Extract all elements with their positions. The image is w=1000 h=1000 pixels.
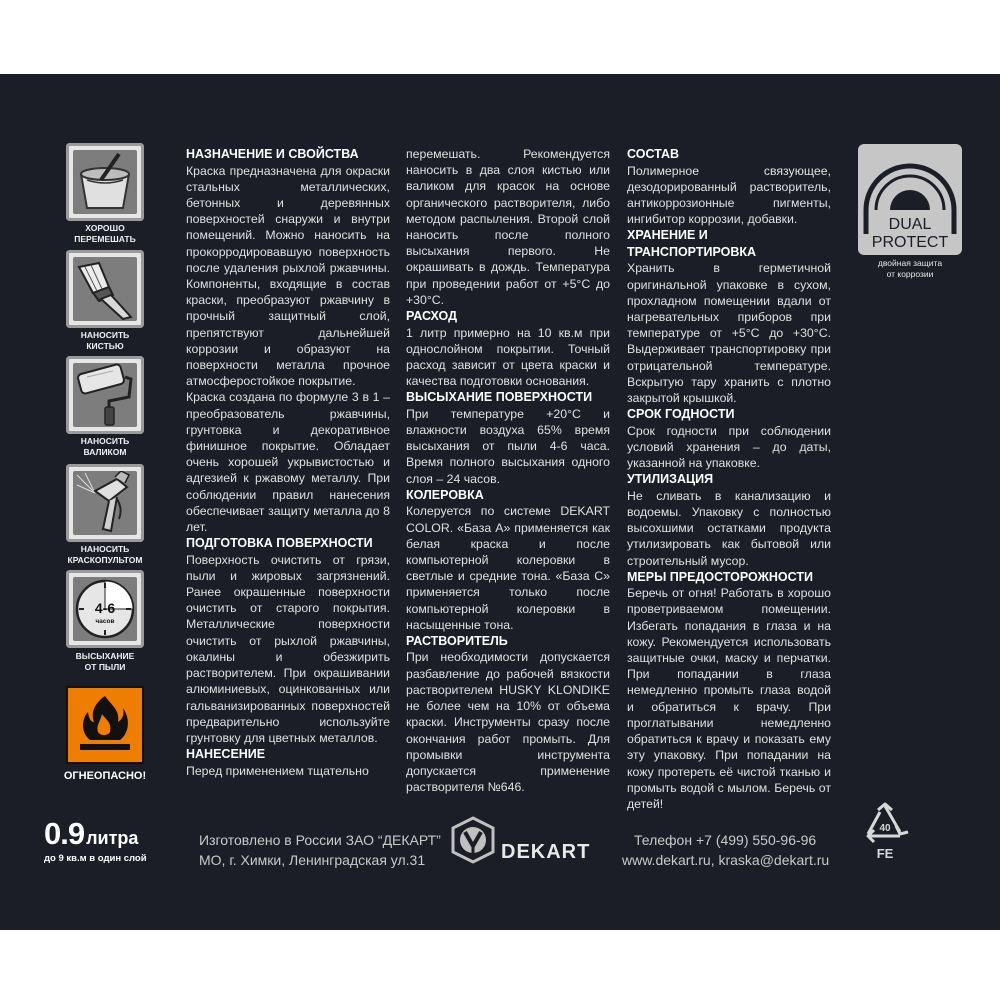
section-heading: НАНЕСЕНИЕ <box>186 747 266 762</box>
section-text: Срок годности при соблюдении условий хранения – до даты, указанной на упаковке. <box>627 423 831 471</box>
section-heading: РАСТВОРИТЕЛЬ <box>406 633 508 648</box>
dekart-logo-icon <box>449 816 497 864</box>
text-column-3 <box>627 146 831 812</box>
section-heading: МЕРЫ ПРЕДОСТОРОЖНОСТИ <box>627 569 813 584</box>
dual-protect-badge <box>858 144 962 255</box>
section-text: перемешать. Рекомендуется наносить в два слоя кистью или валиком для красок на основе органического растворителя, либо методом распыления. Второй слой наносить после полного высыхания первого. Не окрашивать в дождь. Температура при проведении работ от +5°С до +30°С. <box>406 147 610 307</box>
section-text: Краска создана по формуле 3 в 1 – преобразователь ржавчины, грунтовка и декоративное финишное покрытие. Обладает очень хорошей укрывистостью и адгезией к ржавому металлу. При соблюдении правил нанесения обеспечивает защиту металла до 8 лет. <box>186 390 390 534</box>
website: www.dekart.ru, kraska@dekart.ru <box>622 852 830 868</box>
section-text: При необходимости допускается разбавление до рабочей вязкости растворителем HUSKY KLONDIKE не более чем на 10% от объема краски. Инструменты сразу после окончания работ промыть. Для промывки инструмента допускается применение растворителя №646. <box>406 650 610 795</box>
recycle-icon <box>856 802 914 864</box>
recycle-code: FE <box>876 846 894 861</box>
section-heading: РАСХОД <box>406 309 457 324</box>
brush-icon <box>66 250 144 328</box>
brand-name: DEKART <box>501 841 591 863</box>
section-heading: ХРАНЕНИЕ И ТРАНСПОРТИРОВКА <box>627 228 757 259</box>
section-text: Не сливать в канализацию и водоемы. Упаковку с полностью высохшими остатками продукта утилизировать как бытовой или строительный мусор. <box>627 488 831 568</box>
badge-line2: PROTECT <box>871 234 949 251</box>
section-text: Беречь от огня! Работать в хорошо проветриваемом помещении. Избегать попадания в глаза и на кожу. Рекомендуется использовать защитные очки, маску и перчатки. При попадании в глаза немедленно промыть глаза водой и обратиться к врачу. При проглатывании немедленно обратиться к врачу и показать ему эту упаковку. При попадании на кожу протереть её чистой тканью и промыть водой с мылом. Беречь от детей! <box>627 586 831 811</box>
text-column-1 <box>186 146 390 779</box>
section-heading: КОЛЕРОВКА <box>406 487 484 502</box>
fire-caption: ОГНЕОПАСНО! <box>63 770 147 782</box>
section-text: При температуре +20°С и влажности воздуха 65% время высыхания от пыли 4-6 часа. Время полного высыхания одного слоя – 24 часов. <box>406 406 610 486</box>
section-heading: НАЗНАЧЕНИЕ И СВОЙСТВА <box>186 147 359 161</box>
section-heading: СОСТАВ <box>627 147 680 161</box>
coverage: до 9 кв.м в один слой <box>44 853 147 864</box>
section-text: Краска предназначена для окраски стальных металлических, бетонных и деревянных поверхностей снаружи и внутри помещений. Можно наносить на прокорродировавшую поверхность после удаления рыхлой ржавчины. Компоненты, входящие в состав краски, преобразуют ржавчину в прочный защитный слой, препятствуют дальнейшей коррозии и образуют на поверхности металла прочное атмосферостойкое покрытие. <box>186 163 390 389</box>
stir-can-icon <box>66 143 144 221</box>
section-heading: ВЫСЫХАНИЕ ПОВЕРХНОСТИ <box>406 390 593 405</box>
icon-caption: НАНОСИТЬ ВАЛИКОМ <box>80 436 130 457</box>
icon-caption: НАНОСИТЬ КРАСКОПУЛЬТОМ <box>67 544 143 565</box>
badge-caption: двойная защита от коррозии <box>877 258 943 279</box>
flame-hazard-icon <box>66 686 144 764</box>
section-text: Перед применением тщательно <box>186 763 369 778</box>
phone: Телефон +7 (499) 550-96-96 <box>634 832 817 848</box>
clock-value: 4-6 <box>94 600 116 616</box>
section-text: Поверхность очистить от грязи, пыли и жировых загрязнений. Ранее окрашенные поверхности очистить от старого покрытия. Металлические поверхности очистить от рыхлой ржавчины, окалины и обезжирить растворителем. При окрашивании алюминиевых, оцинкованных или гальванизированных поверхностей предварительно используйте грунтовку для цветных металлов. <box>186 552 390 745</box>
icon-caption: ХОРОШО ПЕРЕМЕШАТЬ <box>74 223 136 244</box>
recycle-number: 40 <box>879 823 891 834</box>
section-text: Хранить в герметичной оригинальной упаковке в сухом, прохладном помещении вдали от нагревательных приборов при температуре от +5°С до +30°С. Выдерживает транспортировку при отрицательной температуре. Вскрытую тару хранить с плотно закрытой крышкой. <box>627 261 831 405</box>
section-text: Колеруется по системе DEKART COLOR. «База А» применяется как белая краска и после компьютерной колеровки в светлые и средние тона. «База С» применяется только после компьютерной колеровки в насыщенные тона. <box>406 504 610 632</box>
clock-unit: часов <box>95 618 115 625</box>
section-heading: СРОК ГОДНОСТИ <box>627 407 735 422</box>
section-heading: ПОДГОТОВКА ПОВЕРХНОСТИ <box>186 536 373 551</box>
badge-line1: DUAL <box>888 216 932 233</box>
icon-caption: НАНОСИТЬ КИСТЬЮ <box>80 330 130 351</box>
text-column-2 <box>406 146 610 795</box>
roller-icon <box>66 356 144 434</box>
section-text: Полимерное связующее, дезодорированный растворитель, антикоррозионные пигменты, ингибитор коррозии, добавки. <box>627 163 831 227</box>
label-panel <box>0 74 1000 930</box>
section-text: 1 литр примерно на 10 кв.м при однослойном покрытии. Точный расход зависит от цвета краски и качества подготовки основания. <box>406 325 610 389</box>
clock-icon <box>66 570 144 648</box>
manufacturer-line2: МО, г. Химки, Ленинградская ул.31 <box>199 852 426 868</box>
section-heading: УТИЛИЗАЦИЯ <box>627 472 714 487</box>
icon-caption: ВЫСЫХАНИЕ ОТ ПЫЛИ <box>75 651 135 672</box>
volume: 0.9 литра <box>44 816 139 851</box>
spray-gun-icon <box>66 464 144 542</box>
manufacturer-line1: Изготовлено в России ЗАО “ДЕКАРТ” <box>199 832 441 848</box>
